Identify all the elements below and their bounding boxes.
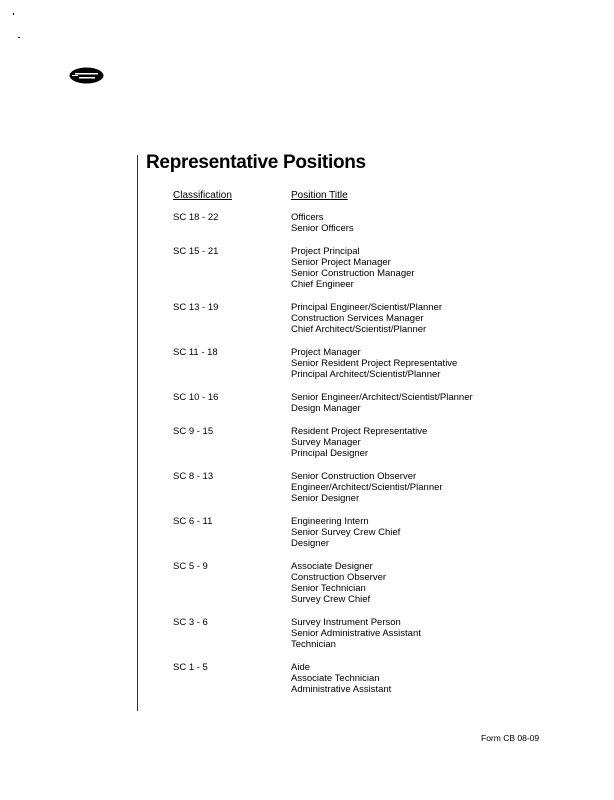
position-title: Senior Engineer/Architect/Scientist/Planner	[291, 392, 473, 403]
classification-range: SC 15 - 21	[173, 246, 219, 257]
position-title: Resident Project Representative	[291, 426, 428, 437]
classification-range: SC 9 - 15	[173, 426, 214, 437]
position-title: Officers	[291, 212, 324, 223]
position-titles	[291, 561, 533, 605]
position-titles	[291, 302, 533, 335]
position-title: Senior Construction Observer	[291, 471, 417, 482]
position-title: Technician	[291, 639, 336, 650]
classification-range: SC 18 - 22	[173, 212, 219, 223]
position-titles	[291, 426, 533, 459]
position-title: Project Principal	[291, 246, 360, 257]
position-titles	[291, 662, 533, 695]
page-title: Representative Positions	[146, 152, 366, 173]
scan-speck	[13, 13, 14, 15]
position-title: Principal Engineer/Scientist/Planner	[291, 302, 443, 313]
classification-range: SC 6 - 11	[173, 516, 213, 527]
position-group	[173, 302, 533, 335]
position-title: Principal Designer	[291, 448, 369, 459]
position-title: Senior Technician	[291, 583, 366, 594]
position-titles	[291, 516, 533, 549]
position-title: Survey Manager	[291, 437, 361, 448]
position-title: Associate Technician	[291, 673, 380, 684]
position-title: Survey Instrument Person	[291, 617, 401, 628]
position-title: Chief Engineer	[291, 279, 354, 290]
position-title-header: Position Title	[291, 190, 348, 201]
position-group	[173, 212, 533, 234]
position-group	[173, 347, 533, 380]
position-title: Senior Officers	[291, 223, 354, 234]
position-title: Aide	[291, 662, 311, 673]
classification-range: SC 13 - 19	[173, 302, 219, 313]
company-logo-icon	[69, 67, 104, 84]
position-title: Project Manager	[291, 347, 361, 358]
classification-header: Classification	[173, 190, 232, 201]
margin-rule	[137, 155, 138, 711]
position-titles	[291, 392, 533, 414]
position-titles	[291, 246, 533, 290]
position-group	[173, 617, 533, 650]
position-group	[173, 662, 533, 695]
classification-range: SC 5 - 9	[173, 561, 208, 572]
position-title: Engineer/Architect/Scientist/Planner	[291, 482, 443, 493]
position-title: Administrative Assistant	[291, 684, 392, 695]
position-title: Senior Construction Manager	[291, 268, 415, 279]
position-title: Senior Designer	[291, 493, 360, 504]
position-title: Senior Project Manager	[291, 257, 391, 268]
classification-range: SC 10 - 16	[173, 392, 219, 403]
position-title: Design Manager	[291, 403, 361, 414]
classification-range: SC 3 - 6	[173, 617, 208, 628]
form-number: Form CB 08-09	[481, 733, 540, 743]
position-title: Engineering Intern	[291, 516, 369, 527]
position-title: Chief Architect/Scientist/Planner	[291, 324, 427, 335]
position-group	[173, 561, 533, 605]
position-group	[173, 392, 533, 414]
classification-range: SC 8 - 13	[173, 471, 214, 482]
position-titles	[291, 617, 533, 650]
position-title: Senior Administrative Assistant	[291, 628, 421, 639]
position-title: Survey Crew Chief	[291, 594, 371, 605]
position-title: Designer	[291, 538, 330, 549]
position-group	[173, 516, 533, 549]
position-titles	[291, 471, 533, 504]
position-group	[173, 471, 533, 504]
position-titles	[291, 212, 533, 234]
position-title: Senior Survey Crew Chief	[291, 527, 401, 538]
scan-speck	[18, 37, 20, 38]
position-titles	[291, 347, 533, 380]
classification-range: SC 11 - 18	[173, 347, 218, 358]
position-group	[173, 426, 533, 459]
position-group	[173, 246, 533, 290]
position-title: Principal Architect/Scientist/Planner	[291, 369, 441, 380]
position-title: Construction Services Manager	[291, 313, 424, 324]
position-title: Senior Resident Project Representative	[291, 358, 458, 369]
position-title: Construction Observer	[291, 572, 387, 583]
positions-list	[173, 212, 533, 707]
position-title: Associate Designer	[291, 561, 373, 572]
classification-range: SC 1 - 5	[173, 662, 208, 673]
